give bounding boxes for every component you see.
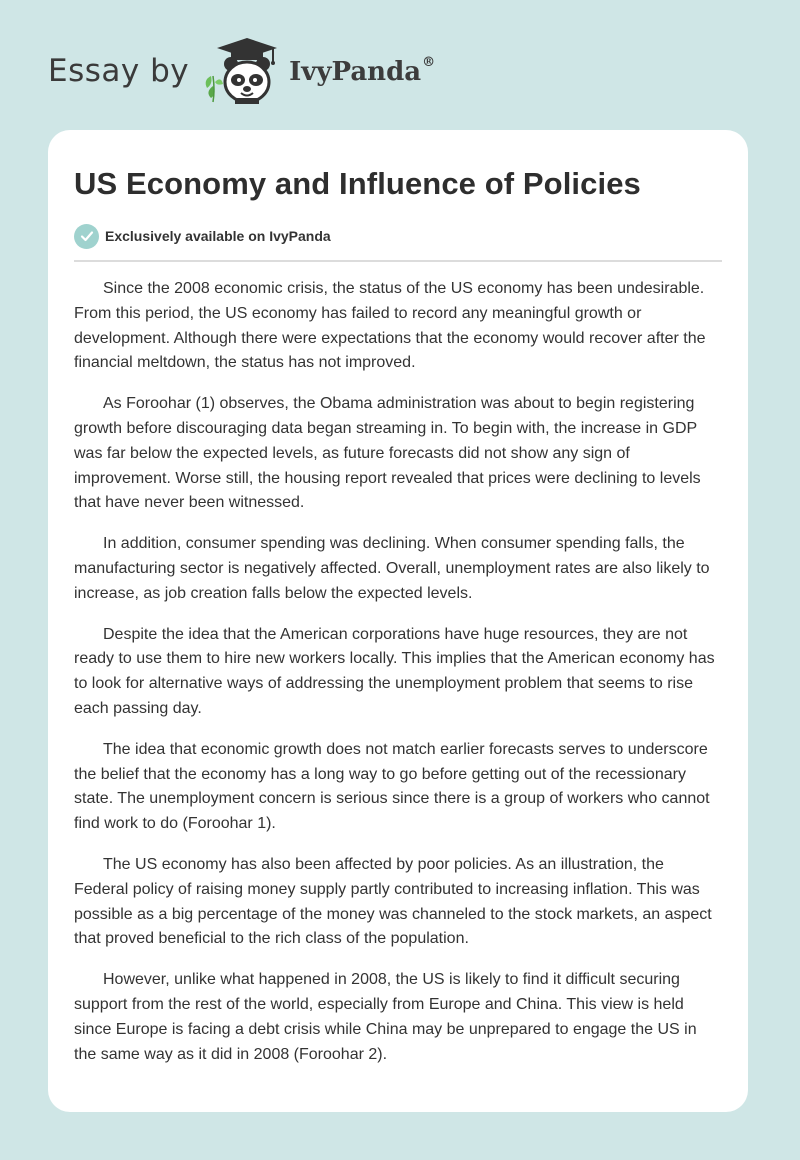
title-divider	[74, 260, 722, 262]
essay-paragraph: Despite the idea that the American corporations have huge resources, they are not ready to use them to hire new workers locally. This implies that the American economy has to look for alternative ways of addressing the unemployment problem that seems to rise each passing day.	[74, 625, 715, 717]
essay-body	[74, 277, 722, 1067]
essay-paragraph: The idea that economic growth does not match earlier forecasts serves to underscore the belief that the economy has a long way to go before getting out of the recessionary state. The unemployment concern is serious since there is a group of workers who cannot find work to do (Foroohar 1).	[74, 740, 710, 833]
exclusive-badge-text: Exclusively available on IvyPanda	[105, 228, 331, 244]
essay-paragraph: Since the 2008 economic crisis, the status of the US economy has been undesirable. From this period, the US economy has failed to record any meaningful growth or development. Although there were expectations that the economy would recover after the financial meltdown, the status has not improved.	[74, 280, 706, 372]
check-circle-icon	[74, 224, 99, 249]
panda-logo-icon[interactable]	[201, 36, 283, 106]
exclusive-badge	[74, 222, 722, 250]
brand-name[interactable]	[289, 55, 435, 87]
essay-paragraph: The US economy has also been affected by poor policies. As an illustration, the Federal policy of raising money supply partly contributed to increasing inflation. This was possible as a big percentage of the money was channeled to the stock markets, an aspect that proved beneficial to the rich class of the population.	[74, 855, 712, 948]
brand-text: IvyPanda	[289, 57, 422, 87]
essay-card	[48, 130, 748, 1112]
site-header	[48, 36, 548, 106]
essay-paragraph: As Foroohar (1) observes, the Obama administration was about to begin registering growth before discouraging data began streaming in. To begin with, the increase in GDP was far below the expected levels, as future forecasts did not show any sign of improvement. Worse still, the housing report revealed that prices were declining to levels that have never been witnessed.	[74, 395, 701, 512]
essay-title: US Economy and Influence of Policies	[74, 166, 641, 201]
registered-mark: ®	[422, 55, 436, 70]
essay-paragraph: In addition, consumer spending was declining. When consumer spending falls, the manufacturing sector is negatively affected. Overall, unemployment rates are also likely to increase, as job creation falls below the expected levels.	[74, 535, 710, 602]
checkmark-icon	[80, 229, 94, 243]
essay-by-label: Essay by	[48, 53, 190, 89]
essay-paragraph: However, unlike what happened in 2008, the US is likely to find it difficult securing support from the rest of the world, especially from Europe and China. This view is held since Europe is facing a debt crisis while China may be unprepared to engage the US in the same way as it did in 2008 (Foroohar 2).	[74, 971, 697, 1063]
